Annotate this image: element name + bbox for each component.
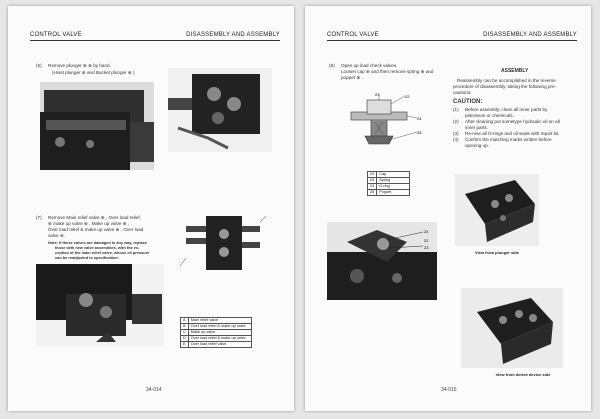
plunger-removal-photo <box>40 82 154 170</box>
page-header <box>30 28 280 41</box>
legend-value: Make up valve <box>188 330 251 336</box>
diagram-label: 22 <box>405 94 410 99</box>
caution-num: (1) <box>453 107 459 112</box>
caution-text: petroleum or chemicals. <box>465 113 514 118</box>
header-title: CONTROL VALVE <box>30 32 82 38</box>
part-name: O-ring <box>377 184 410 190</box>
part-number: 23 <box>368 178 377 184</box>
header-section: DISASSEMBLY AND ASSEMBLY <box>186 32 280 38</box>
page-number: 34-015 <box>441 387 457 393</box>
part-name: Poppet <box>377 190 410 196</box>
caution-text: opening up. <box>465 143 490 148</box>
step-7-note-3: ception of the main relief valve, whose oil pressure <box>55 250 150 255</box>
step-8-line-1: Open up load check valves. <box>341 63 398 68</box>
legend-key: E <box>181 342 189 348</box>
legend-key: D <box>181 336 189 342</box>
photo-callout: 24 <box>424 229 429 234</box>
photo-callout: 22 <box>424 238 429 243</box>
assembly-title: ASSEMBLY <box>501 68 529 74</box>
part-number: 25 <box>368 190 377 196</box>
detent-side-photo <box>461 288 563 368</box>
table-row <box>181 342 252 348</box>
step-7-note-1: Note: If these valves are damaged in any way, replace <box>48 240 147 245</box>
part-name: Spring <box>377 178 410 184</box>
table-row <box>368 190 410 196</box>
valve-legend-table <box>180 317 252 348</box>
step-8-number: (8) <box>329 63 335 68</box>
legend-value: Over load relief & make up valve <box>188 324 251 330</box>
load-check-valve-diagram <box>335 92 425 162</box>
part-name: Cap <box>377 172 410 178</box>
legend-value: Main relief valve <box>188 318 251 324</box>
caution-num: (2) <box>453 119 459 124</box>
header-title: CONTROL VALVE <box>327 32 379 38</box>
step-7-line-1: Remove Main relief valve ⊕ , Over load relief, <box>48 215 141 220</box>
legend-key: A <box>181 318 189 324</box>
step-7-line-2: ⊕ make up valve ⊕ , Make up valve ⊕ , <box>48 221 129 226</box>
plunger-side-photo <box>455 174 539 246</box>
legend-key: B <box>181 324 189 330</box>
diagram-label: 24 <box>417 116 422 121</box>
table-row <box>181 324 252 330</box>
load-check-valve-photo <box>327 222 437 300</box>
caution-text: inner parts. <box>465 125 488 130</box>
step-7-note-4: can be readjusted to specification. <box>55 255 119 260</box>
step-8-line-3: poppet ⊕ . <box>341 75 363 80</box>
left-page <box>8 6 294 411</box>
caption-plunger-side: View from plunger side <box>475 250 519 255</box>
caution-num: (3) <box>453 131 459 136</box>
photo-callout: 23 <box>424 245 429 250</box>
caption-detent-side: View from detent device side <box>495 372 551 377</box>
assembly-line-1: Reassembly can be accomplished in the reverse <box>457 78 556 83</box>
caution-text: Re-new all O-rings and oil seals with repair kit. <box>465 131 560 136</box>
legend-value: Over load relief & make up valve <box>188 336 251 342</box>
table-row <box>181 336 252 342</box>
step-6-line-1: Remove plunger ⊕ ⊕ by hand. <box>48 63 111 68</box>
removed-valves-photo <box>36 264 164 346</box>
page-number: 34-014 <box>146 387 162 393</box>
step-7-line-3: Over load relief & make up valve ⊕ , Over load <box>48 227 144 232</box>
caution-num: (4) <box>453 137 459 142</box>
step-7-line-4: valve ⊕ . <box>48 233 67 238</box>
step-7-note-2: those with new valve assemblies, with the ex- <box>55 245 140 250</box>
caution-text: Before assembly, clean all inner parts by <box>465 107 548 112</box>
parts-table <box>367 171 410 196</box>
assembly-line-2: procedure of disassembly, taking the following pre- <box>453 84 557 89</box>
header-section: DISASSEMBLY AND ASSEMBLY <box>483 32 577 38</box>
page-header <box>327 28 577 41</box>
step-6-number: (6) <box>36 63 42 68</box>
diagram-label: 25 <box>417 130 422 135</box>
assembly-line-3: cautions: <box>453 90 472 95</box>
legend-value: Over load relief valve <box>188 342 251 348</box>
step-7-number: (7) <box>36 215 42 220</box>
legend-key: C <box>181 330 189 336</box>
part-number: 24 <box>368 184 377 190</box>
step-6-line-2: (Hoist plunger ⊕ and Bucket plunger ⊕ ) <box>52 70 135 75</box>
valve-locations-photo <box>176 212 268 274</box>
valve-body-photo <box>168 68 272 152</box>
right-page <box>305 6 591 411</box>
caution-text: After cleaning put sometype hydraulic oil on all <box>465 119 560 124</box>
part-number: 22 <box>368 172 377 178</box>
caution-title: CAUTION: <box>453 99 483 105</box>
caution-text: Confirm the matching marks written before <box>465 137 552 142</box>
step-8-line-2: Loosen cap ⊕ and then remove spring ⊕ and <box>341 69 434 74</box>
diagram-label: 23 <box>375 92 380 97</box>
